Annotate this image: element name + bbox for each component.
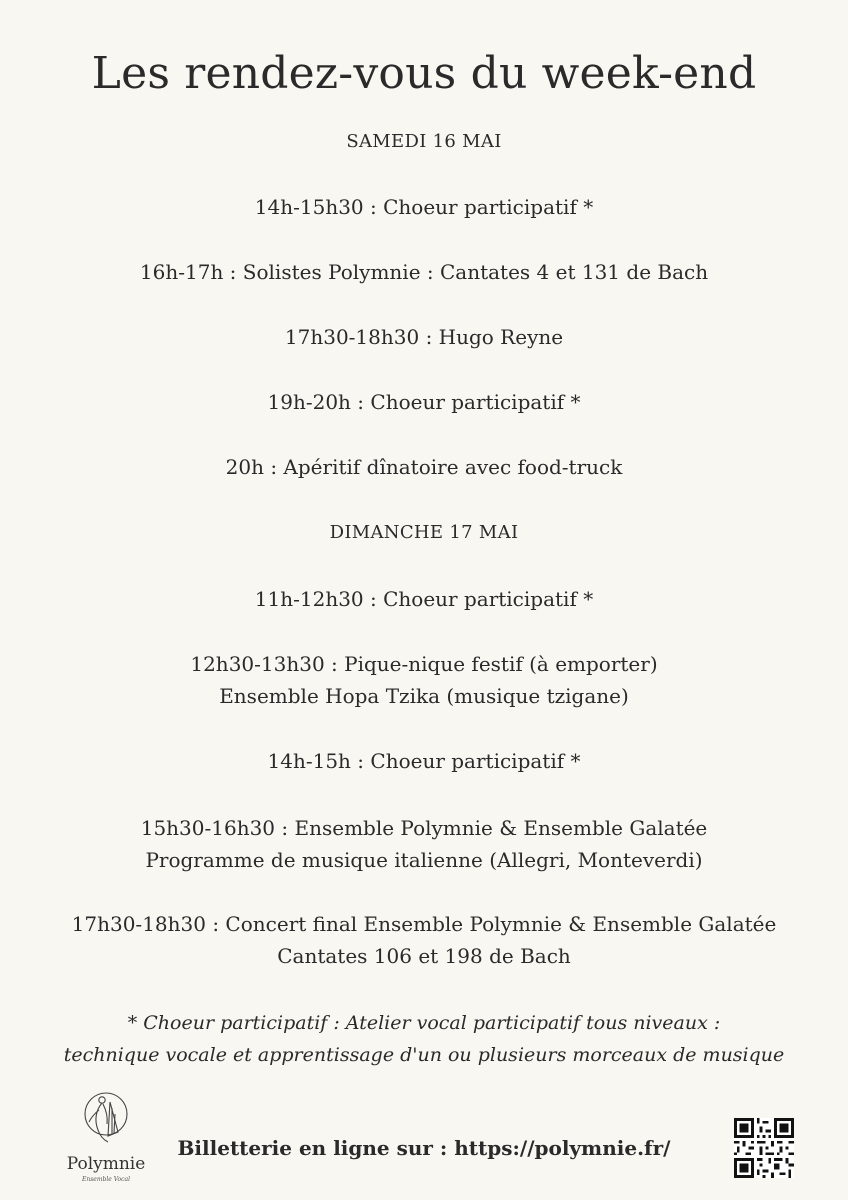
logo-subtitle: Ensemble Vocal (81, 1176, 131, 1183)
schedule-item-detail: Cantates 106 et 198 de Bach (277, 944, 571, 968)
logo-name: Polymnie (66, 1154, 146, 1174)
qr-code-icon[interactable] (734, 1118, 794, 1178)
schedule-item: 19h-20h : Choeur participatif * (267, 390, 581, 414)
schedule-item: 16h-17h : Solistes Polymnie : Cantates 4 et 131 de Bach (139, 260, 709, 284)
schedule-item: 15h30-16h30 : Ensemble Polymnie & Ensemble Galatée (140, 816, 708, 840)
footnote-line: * Choeur participatif : Atelier vocal participatif tous niveaux : (127, 1012, 721, 1034)
day-heading-dimanche: DIMANCHE 17 MAI (329, 522, 519, 543)
page-title: Les rendez-vous du week-end (91, 48, 757, 99)
schedule-item-detail: Programme de musique italienne (Allegri, Monteverdi) (145, 848, 703, 872)
schedule-item-detail: Ensemble Hopa Tzika (musique tzigane) (219, 684, 629, 708)
schedule-item: 20h : Apéritif dînatoire avec food-truck (225, 455, 623, 479)
footnote-line: technique vocale et apprentissage d'un ou plusieurs morceaux de musique (63, 1044, 785, 1066)
ticketing-link[interactable]: Billetterie en ligne sur : https://polymnie.fr/ (177, 1136, 671, 1160)
schedule-item: 17h30-18h30 : Concert final Ensemble Polymnie & Ensemble Galatée (71, 912, 777, 936)
schedule-item: 14h-15h : Choeur participatif * (267, 749, 581, 773)
schedule-item: 12h30-13h30 : Pique-nique festif (à emporter) (190, 652, 658, 676)
schedule-item: 14h-15h30 : Choeur participatif * (254, 195, 594, 219)
schedule-item: 11h-12h30 : Choeur participatif * (254, 587, 594, 611)
schedule-item: 17h30-18h30 : Hugo Reyne (284, 325, 564, 349)
day-heading-samedi: SAMEDI 16 MAI (346, 131, 502, 152)
